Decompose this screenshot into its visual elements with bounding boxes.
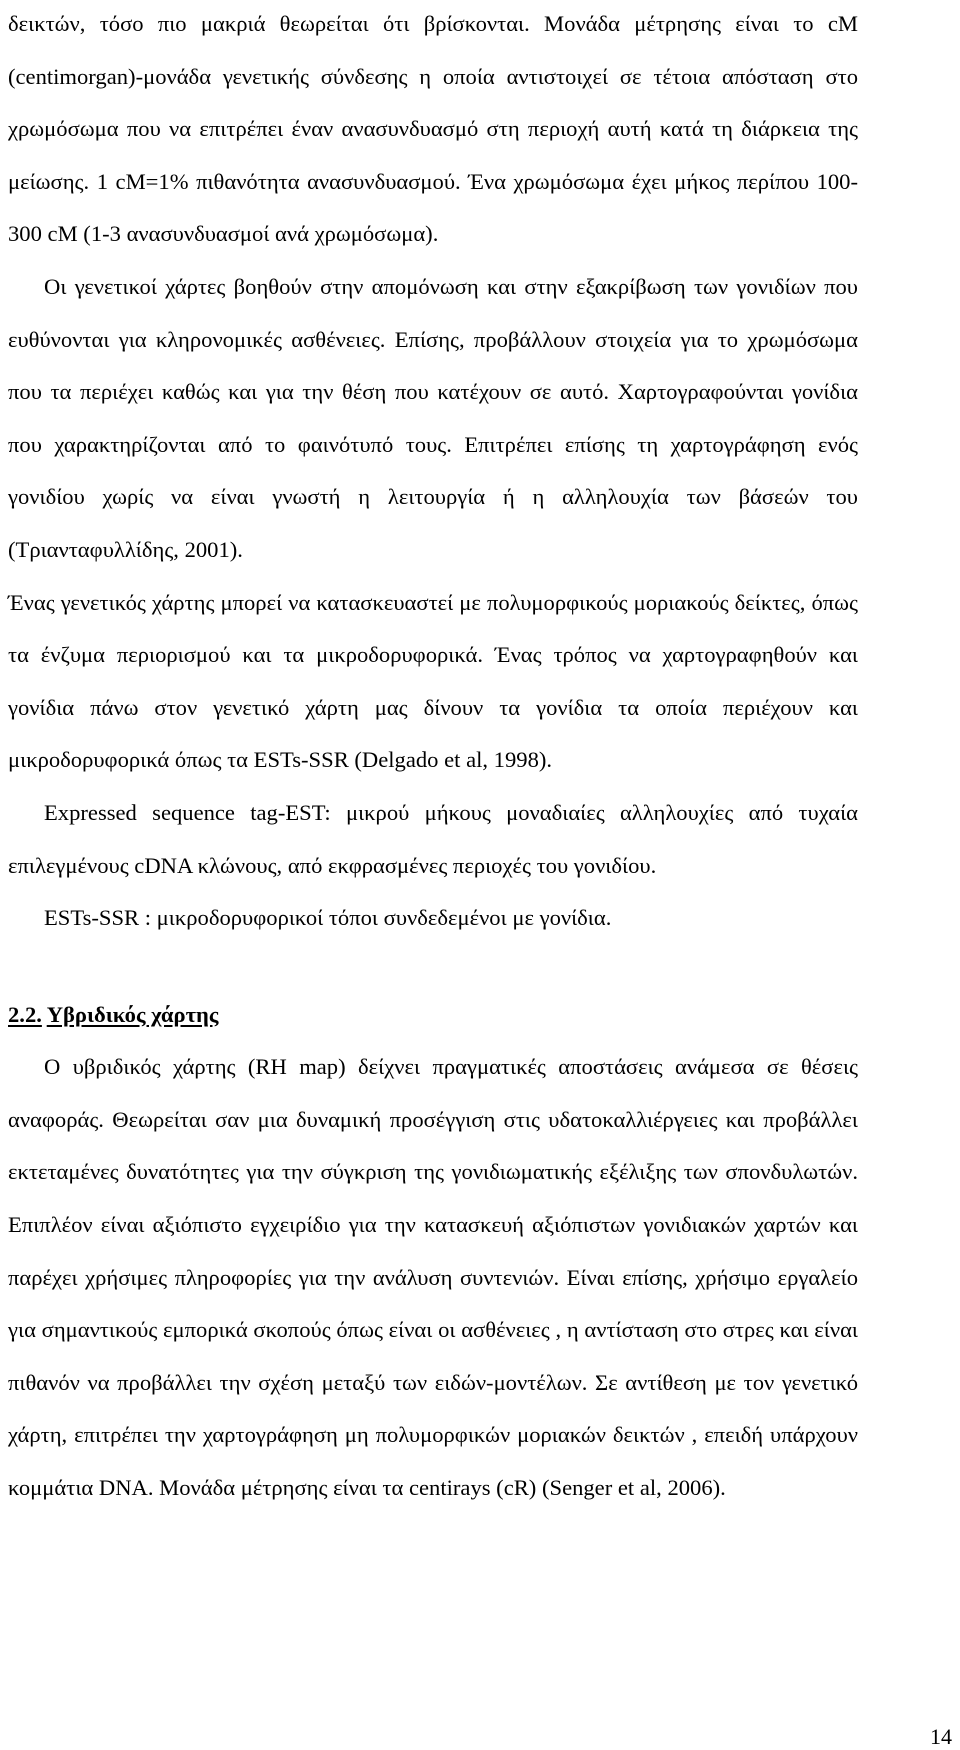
paragraph-hybrid-map: Ο υβριδικός χάρτης (RH map) δείχνει πραγματικές αποστάσεις ανάμεσα σε θέσεις αναφοράς. Θεωρείται σαν μια δυναμική προσέγγιση στις υδατοκαλλιέργειες και προβάλλει εκτεταμένες δυνατότητες για την σύγκριση της γονιδιωματικής εξέλιξης των σπονδυλωτών. Επιπλέον είναι αξιόπιστο εγχειρίδιο για την κατασκευή αξιόπιστων γονιδιακών χαρτών και παρέχει χρήσιμες πληροφορίες για την ανάλυση συντενιών. Είναι επίσης, χρήσιμο εργαλείο για σημαντικούς εμπορικά σκοπούς όπως είναι οι ασθένειες , η αντίσταση στο στρες και είναι πιθανόν να προβάλλει την σχέση μεταξύ των ειδών-μοντέλων. Σε αντίθεση με τον γενετικό χάρτη, επιτρέπει την χαρτογράφηση μη πολυμορφικών μοριακών δεικτών , επειδή υπάρχουν κομμάτια DNA. Μονάδα μέτρησης είναι τα centirays (cR) (Senger et al, 2006). (8, 1054, 858, 1501)
section-spacer (8, 945, 858, 989)
paragraph-ests-ssr-definition: ESTs-SSR : μικροδορυφορικοί τόποι συνδεδεμένοι με γονίδια. (44, 905, 612, 931)
paragraph-map-construction: Ένας γενετικός χάρτης μπορεί να κατασκευαστεί με πολυμορφικούς μοριακούς δείκτες, όπως τα ένζυμα περιορισμού και τα μικροδορυφορικά. Ένας τρόπος να χαρτογραφηθούν και γονίδια πάνω στον γενετικό χάρτη μας δίνουν τα γονίδια τα οποία περιέχουν και μικροδορυφορικά όπως τα ESTs-SSR (Delgado et al, 1998). (8, 589, 858, 773)
section-title: Υβριδικός χάρτης (46, 1001, 219, 1027)
page-number: 14 (930, 1724, 952, 1749)
paragraph-est-definition: Expressed sequence tag-EST: μικρού μήκους μοναδιαίες αλληλουχίες από τυχαία επιλεγμένους cDNA κλώνους, από εκφρασμένες περιοχές του γονιδίου. (8, 799, 858, 878)
paragraph-genetic-maps-usage: Οι γενετικοί χάρτες βοηθούν στην απομόνωση και στην εξακρίβωση των γονιδίων που ευθύνονται για κληρονομικές ασθένειες. Επίσης, προβάλλουν στοιχεία για το χρωμόσωμα που τα περιέχει καθώς και για την θέση που κατέχουν σε αυτό. Χαρτογραφούνται γονίδια που χαρακτηρίζονται από το φαινότυπό τους. Επιτρέπει επίσης τη χαρτογράφηση ενός γονιδίου χωρίς να είναι γνωστή η λειτουργία ή η αλληλουχία των βάσεών του (Τριανταφυλλίδης, 2001). (8, 273, 858, 562)
document-body (8, 0, 858, 1515)
paragraph-genetic-distance: δεικτών, τόσο πιο μακριά θεωρείται ότι βρίσκονται. Μονάδα μέτρησης είναι το cM (centimorgan)-μονάδα γενετικής σύνδεσης η οποία αντιστοιχεί σε τέτοια απόσταση στο χρωμόσωμα που να επιτρέπει έναν ανασυνδυασμό στη περιοχή αυτή κατά τη διάρκεια της μείωσης. 1 cM=1% πιθανότητα ανασυνδυασμού. Ένα χρωμόσωμα έχει μήκος περίπου 100-300 cM (1-3 ανασυνδυασμοί ανά χρωμόσωμα). (8, 11, 858, 247)
section-heading (8, 989, 858, 1042)
section-number: 2.2. (8, 1001, 42, 1027)
